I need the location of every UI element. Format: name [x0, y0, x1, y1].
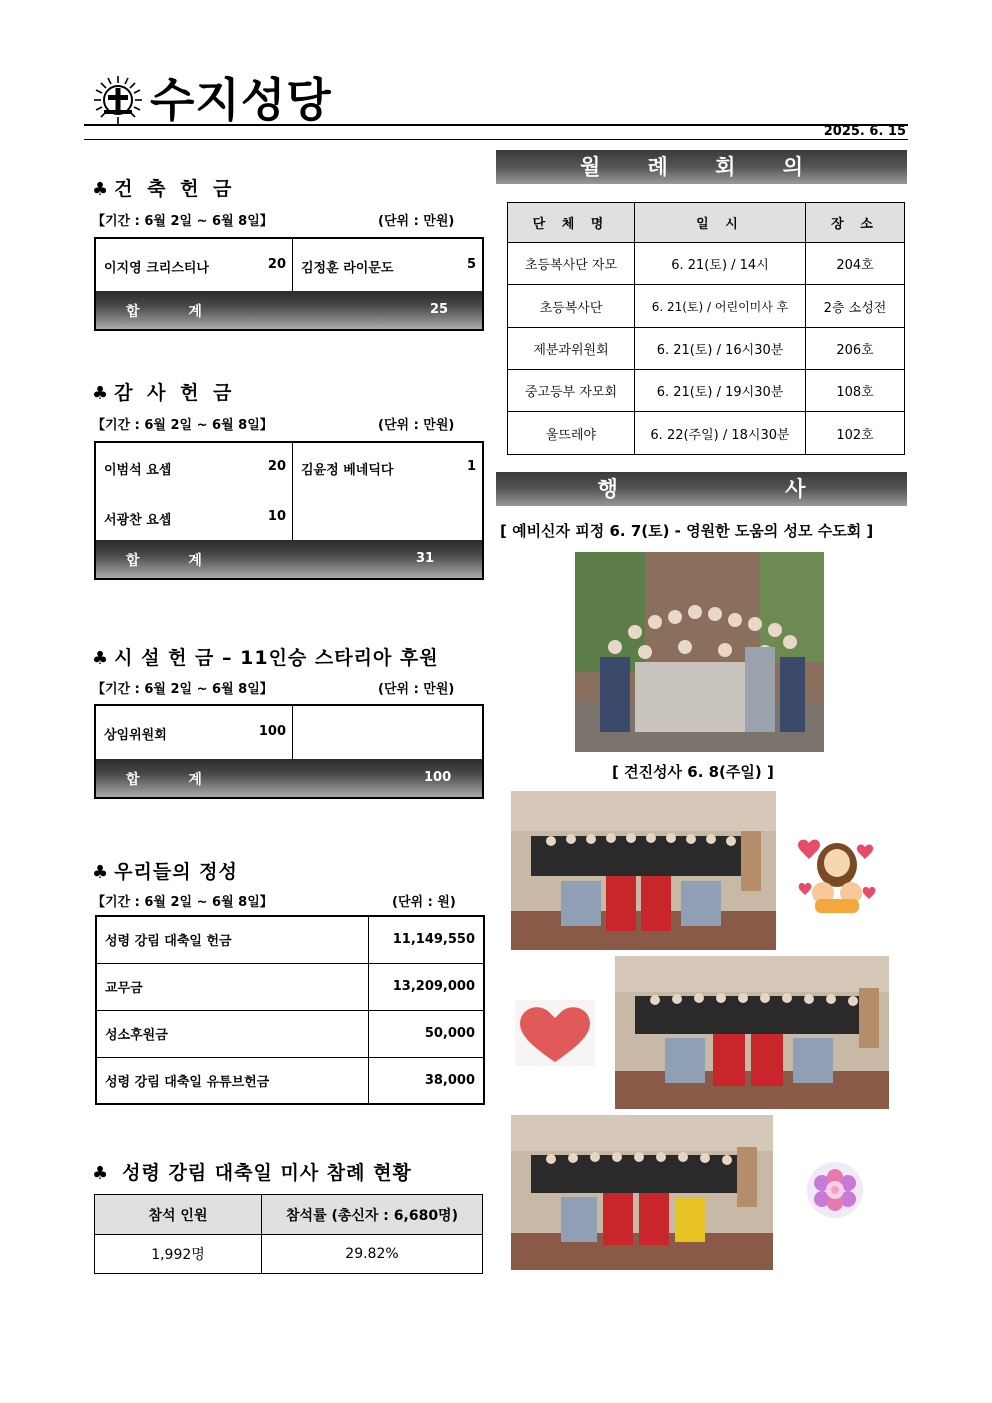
- total-row: [96, 291, 482, 329]
- meeting-group: 중고등부 자모회: [508, 370, 635, 412]
- meeting-time: 6. 22(주일) / 18시30분: [635, 412, 806, 455]
- meeting-time: 6. 21(토) / 14시: [635, 243, 806, 285]
- total-row: [96, 540, 482, 578]
- meeting-place: 102호: [806, 412, 905, 455]
- retreat-caption: [ 예비신자 피정 6. 7(토) - 영원한 도움의 성모 수도회 ]: [500, 522, 874, 540]
- thanks-period: 【기간 : 6월 2일 ~ 6월 8일】: [92, 418, 273, 433]
- devotion-unit: (단위 : 원): [392, 895, 456, 910]
- thanks-offering-title: ♣ 감 사 헌 금: [92, 382, 236, 404]
- donor-amount: 5: [466, 257, 476, 272]
- events-banner: [496, 472, 907, 506]
- table-row: [96, 1010, 484, 1057]
- attendance-header: 참석 인원: [95, 1195, 262, 1235]
- meeting-place: 108호: [806, 370, 905, 412]
- donor-name: 김윤정 베네딕다: [301, 463, 394, 478]
- meeting-group: 초등복사단: [508, 285, 635, 328]
- table-row: [96, 916, 484, 963]
- meeting-group: 초등복사단 자모: [508, 243, 635, 285]
- devotion-amount: 11,149,550: [369, 916, 485, 963]
- list-column: [293, 443, 482, 540]
- col-header: 장 소: [806, 203, 905, 243]
- devotion-amount: 38,000: [369, 1057, 485, 1104]
- donor-amount: 1: [466, 459, 476, 474]
- devotion-label: 교무금: [96, 963, 369, 1010]
- flower-bouquet-clipart: [800, 1157, 870, 1223]
- club-icon: ♣: [92, 179, 109, 200]
- facility-offering-table: [94, 704, 484, 799]
- total-row: [96, 759, 482, 797]
- table-row: [508, 243, 905, 285]
- thanks-offering-table: [94, 441, 484, 580]
- donor-amount: 10: [267, 509, 286, 524]
- church-title: 수지성당: [150, 73, 332, 127]
- facility-period: 【기간 : 6월 2일 ~ 6월 8일】: [92, 682, 273, 697]
- meetings-title: 월 례 회 의: [579, 155, 824, 179]
- heart-icon: [515, 1000, 595, 1066]
- devotion-title: ♣ 우리들의 정성: [92, 861, 238, 883]
- meetings-table: [507, 202, 905, 455]
- donor-name: 김정훈 라이문도: [301, 261, 394, 276]
- meeting-time: 6. 21(토) / 19시30분: [635, 370, 806, 412]
- devotion-period: 【기간 : 6월 2일 ~ 6월 8일】: [92, 895, 273, 910]
- meeting-time: 6. 21(토) / 어린이미사 후: [635, 285, 806, 328]
- total-amount: 31: [416, 551, 435, 566]
- donor-name: 서광찬 요셉: [104, 513, 172, 528]
- col-header: 단 체 명: [508, 203, 635, 243]
- table-row: [508, 370, 905, 412]
- donor-name: 이지영 크리스티나: [104, 261, 209, 276]
- total-label: 합 계: [126, 304, 224, 320]
- devotion-label: 성소후원금: [96, 1010, 369, 1057]
- facility-unit: (단위 : 만원): [378, 682, 455, 697]
- attendance-table: [94, 1194, 483, 1274]
- club-icon: ♣: [92, 648, 109, 669]
- thanks-unit: (단위 : 만원): [378, 418, 455, 433]
- table-row: [96, 963, 484, 1010]
- attendance-title: ♣ 성령 강림 대축일 미사 참례 현황: [92, 1162, 412, 1184]
- meeting-place: 206호: [806, 328, 905, 370]
- donor-amount: 100: [258, 724, 286, 739]
- building-offering-table: [94, 237, 484, 331]
- confirmation-photo-3: [511, 1115, 773, 1270]
- meeting-group: 울뜨레야: [508, 412, 635, 455]
- meeting-group: 제분과위원회: [508, 328, 635, 370]
- table-row: [95, 1235, 483, 1274]
- list-item: [96, 706, 293, 759]
- attendance-rate: 29.82%: [262, 1235, 483, 1274]
- issue-date: 2025. 6. 15: [823, 124, 906, 139]
- meeting-place: 2층 소성전: [806, 285, 905, 328]
- building-unit: (단위 : 만원): [378, 214, 455, 229]
- list-column: [96, 443, 293, 540]
- confirmation-photo-1: [511, 791, 776, 950]
- col-header: 일 시: [635, 203, 806, 243]
- devotion-amount: 50,000: [369, 1010, 485, 1057]
- total-amount: 25: [430, 302, 449, 317]
- header-rule-thin: [84, 139, 908, 140]
- donor-name: 이범석 요셉: [104, 463, 172, 478]
- attendance-count: 1,992명: [95, 1235, 262, 1274]
- club-icon: ♣: [92, 1163, 109, 1184]
- table-row: [508, 328, 905, 370]
- attendance-header: 참석률 (총신자 : 6,680명): [262, 1195, 483, 1235]
- donor-name: 상임위원회: [104, 728, 167, 743]
- total-amount: 100: [424, 770, 452, 785]
- club-icon: ♣: [92, 383, 109, 404]
- donor-amount: 20: [267, 257, 286, 272]
- list-item: [293, 239, 482, 291]
- meetings-banner: [496, 150, 907, 184]
- total-label: 합 계: [126, 772, 224, 788]
- table-header-row: [508, 203, 905, 243]
- devotion-label: 성령 강림 대축일 유튜브헌금: [96, 1057, 369, 1104]
- total-label: 합 계: [126, 553, 224, 569]
- meeting-time: 6. 21(토) / 16시30분: [635, 328, 806, 370]
- table-header-row: [95, 1195, 483, 1235]
- meeting-place: 204호: [806, 243, 905, 285]
- club-icon: ♣: [92, 862, 109, 883]
- devotion-label: 성령 강림 대축일 헌금: [96, 916, 369, 963]
- table-row: [96, 1057, 484, 1104]
- church-logo: [92, 74, 144, 126]
- events-title: 행 사: [597, 477, 886, 501]
- jesus-with-children-clipart: [795, 829, 879, 915]
- building-offering-title: ♣ 건 축 헌 금: [92, 178, 236, 200]
- facility-offering-title: ♣ 시 설 헌 금 – 11인승 스타리아 후원: [92, 647, 439, 669]
- building-period: 【기간 : 6월 2일 ~ 6월 8일】: [92, 214, 273, 229]
- devotion-table: [95, 915, 485, 1105]
- confirmation-caption: [ 견진성사 6. 8(주일) ]: [612, 763, 774, 781]
- table-row: [508, 412, 905, 455]
- donor-amount: 20: [267, 459, 286, 474]
- confirmation-photo-2: [615, 956, 889, 1109]
- table-row: [508, 285, 905, 328]
- header-rule: [84, 124, 908, 126]
- list-item: [96, 239, 293, 291]
- devotion-amount: 13,209,000: [369, 963, 485, 1010]
- retreat-photo: [575, 552, 824, 752]
